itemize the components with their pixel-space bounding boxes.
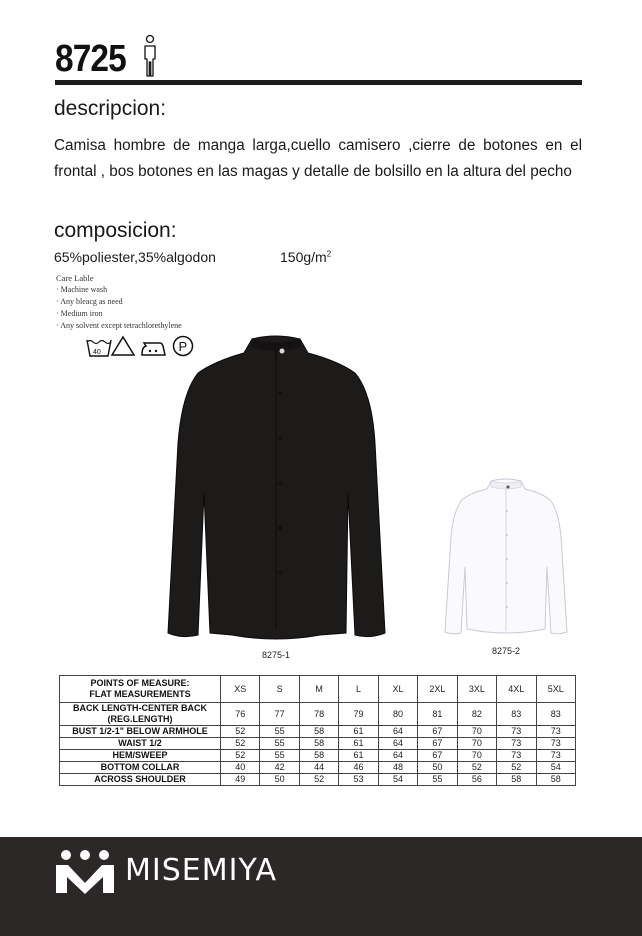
table-cell: 58: [497, 774, 536, 786]
brand-name: MISEMIYA: [125, 853, 277, 888]
size-table: [59, 675, 576, 786]
row-label: ACROSS SHOULDER: [60, 774, 221, 786]
table-cell: 67: [418, 738, 457, 750]
table-cell: 78: [299, 703, 338, 726]
care-label: [56, 272, 182, 332]
table-cell: 50: [418, 762, 457, 774]
table-cell: 52: [299, 774, 338, 786]
table-cell: 83: [497, 703, 536, 726]
description-text: Camisa hombre de manga larga,cuello camisero ,cierre de botones en el frontal , bos botones en las magas y detalle de bolsillo en la altura del pecho: [54, 137, 582, 180]
black-shirt-caption: 8275-1: [262, 650, 291, 660]
table-cell: 67: [418, 750, 457, 762]
table-cell: 52: [221, 750, 260, 762]
table-cell: 73: [536, 726, 576, 738]
size-header: M: [299, 676, 338, 703]
table-cell: 61: [339, 726, 378, 738]
table-header-row: [60, 676, 576, 703]
table-cell: 55: [418, 774, 457, 786]
table-header-label: POINTS OF MEASURE: FLAT MEASUREMENTS: [60, 676, 221, 703]
table-cell: 73: [497, 726, 536, 738]
white-shirt-caption: 8275-2: [492, 646, 521, 656]
brand-logo-icon: [54, 849, 116, 894]
table-cell: 61: [339, 738, 378, 750]
table-row: [60, 750, 576, 762]
table-cell: 70: [457, 750, 496, 762]
table-cell: 53: [339, 774, 378, 786]
man-icon: [139, 34, 161, 78]
white-shirt-image: [441, 477, 571, 637]
bleach-triangle-icon: [112, 337, 134, 355]
table-row: [60, 774, 576, 786]
size-header: XL: [378, 676, 417, 703]
table-cell: 58: [299, 738, 338, 750]
row-label: HEM/SWEEP: [60, 750, 221, 762]
table-cell: 73: [497, 750, 536, 762]
table-cell: 70: [457, 726, 496, 738]
table-cell: 50: [260, 774, 299, 786]
table-cell: 54: [378, 774, 417, 786]
fabric-weight: [280, 249, 331, 265]
table-cell: 73: [536, 750, 576, 762]
fabric-composition: 65%poliester,35%algodon: [54, 249, 216, 265]
care-item: · Any solvent except tetrachlorethylene: [56, 321, 182, 330]
row-label: BOTTOM COLLAR: [60, 762, 221, 774]
black-shirt-image: [160, 333, 392, 643]
row-label: WAIST 1/2: [60, 738, 221, 750]
table-cell: 55: [260, 750, 299, 762]
table-cell: 64: [378, 750, 417, 762]
table-cell: 48: [378, 762, 417, 774]
table-cell: 58: [299, 726, 338, 738]
fabric-weight-unit-exp: 2: [326, 249, 332, 259]
size-header: 4XL: [497, 676, 536, 703]
table-cell: 58: [299, 750, 338, 762]
table-cell: 44: [299, 762, 338, 774]
table-cell: 67: [418, 726, 457, 738]
size-header: XS: [221, 676, 260, 703]
table-cell: 73: [497, 738, 536, 750]
care-item: · Machine wash: [56, 285, 108, 294]
table-cell: 56: [457, 774, 496, 786]
table-cell: 58: [536, 774, 576, 786]
table-cell: 61: [339, 750, 378, 762]
table-cell: 52: [221, 738, 260, 750]
size-header: L: [339, 676, 378, 703]
table-row: [60, 738, 576, 750]
composition-heading: composicion:: [54, 219, 177, 242]
table-cell: 80: [378, 703, 417, 726]
table-cell: 73: [536, 738, 576, 750]
table-cell: 83: [536, 703, 576, 726]
description-heading: descripcion:: [54, 97, 167, 120]
table-cell: 79: [339, 703, 378, 726]
size-header: 5XL: [536, 676, 576, 703]
fabric-weight-value: 150g/m: [280, 249, 327, 265]
wash-temp: 40: [93, 349, 101, 356]
size-header: S: [260, 676, 299, 703]
table-cell: 52: [457, 762, 496, 774]
size-header: 3XL: [457, 676, 496, 703]
table-row: [60, 703, 576, 726]
row-label: BACK LENGTH-CENTER BACK (REG.LENGTH): [60, 703, 221, 726]
table-cell: 54: [536, 762, 576, 774]
table-cell: 52: [221, 726, 260, 738]
care-item: · Any bleacg as need: [56, 297, 123, 306]
table-cell: 46: [339, 762, 378, 774]
table-cell: 42: [260, 762, 299, 774]
table-cell: 82: [457, 703, 496, 726]
svg-text:P: P: [178, 339, 188, 354]
table-row: [60, 762, 576, 774]
table-cell: 64: [378, 726, 417, 738]
table-cell: 64: [378, 738, 417, 750]
table-cell: 77: [260, 703, 299, 726]
table-cell: 76: [221, 703, 260, 726]
table-cell: 40: [221, 762, 260, 774]
size-header: 2XL: [418, 676, 457, 703]
wash-40-icon: [87, 340, 111, 356]
product-code: 8725: [55, 38, 126, 80]
table-cell: 70: [457, 738, 496, 750]
table-row: [60, 726, 576, 738]
table-cell: 55: [260, 738, 299, 750]
table-cell: 55: [260, 726, 299, 738]
row-label: BUST 1/2-1" BELOW ARMHOLE: [60, 726, 221, 738]
care-label-title: Care Lable: [56, 273, 94, 283]
care-item: · Medium iron: [56, 309, 103, 318]
table-cell: 49: [221, 774, 260, 786]
table-cell: 52: [497, 762, 536, 774]
table-cell: 81: [418, 703, 457, 726]
header-rule: [55, 80, 582, 85]
